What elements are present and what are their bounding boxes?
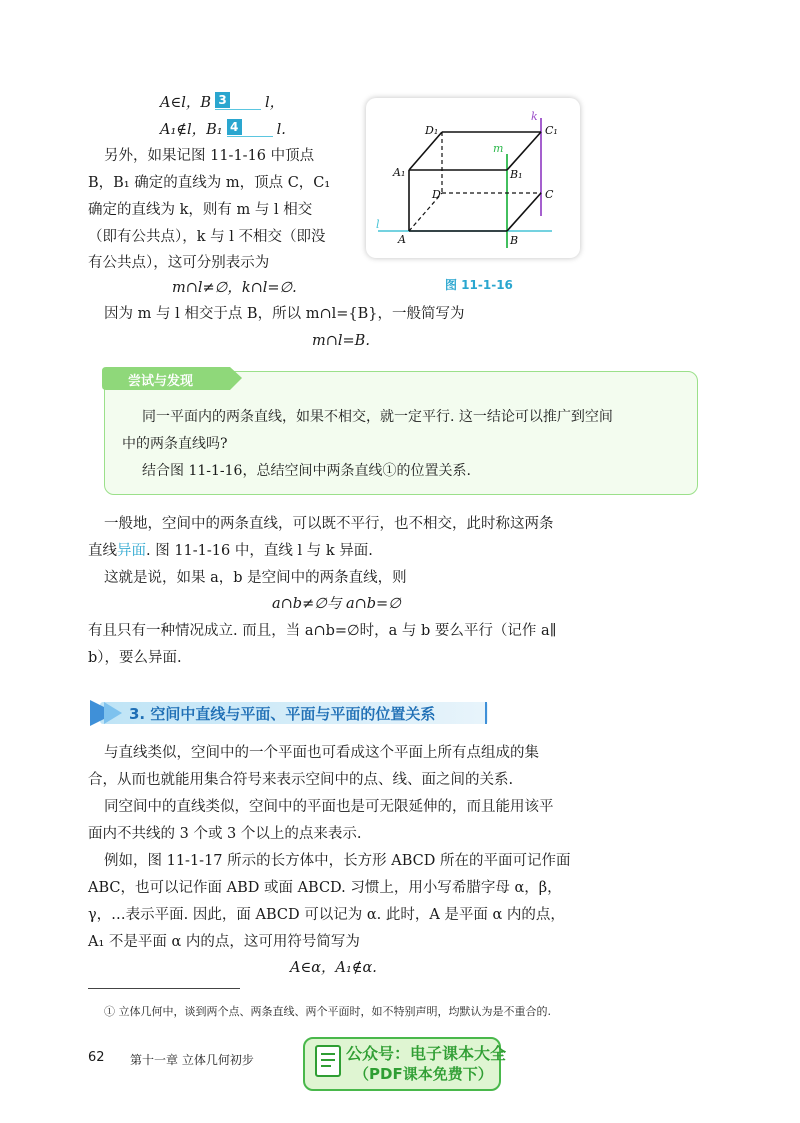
- label-D1: D₁: [425, 124, 439, 137]
- para1-line: 有公共点），这可分别表示为: [88, 255, 270, 271]
- try-line: 中的两条直线吗?: [122, 436, 228, 452]
- label-A: A: [398, 233, 406, 246]
- label-k: k: [531, 110, 538, 123]
- label-m: m: [493, 142, 504, 155]
- try-tab-label: 尝试与发现: [128, 374, 194, 389]
- edge-bc: [507, 193, 541, 231]
- para3-line: 有且只有一种情况成立. 而且，当 a∩b=∅时，a 与 b 要么平行（记作 a∥: [88, 623, 557, 639]
- stamp-line-2: （PDF课本免费下）: [354, 1065, 493, 1083]
- edge-a1d1: [409, 132, 442, 170]
- formula-a-cap-b: a∩b≠∅与 a∩b=∅: [272, 596, 401, 612]
- footnote: ① 立体几何中，谈到两个点、两条直线、两个平面时，如不特别声明，均默认为是不重合的.: [104, 1005, 551, 1018]
- cuboid-diagram: [366, 98, 580, 258]
- formula-intersections: m∩l≠∅，k∩l=∅.: [172, 280, 297, 296]
- stamp-line-1: 公众号：电子课本大全: [346, 1044, 507, 1063]
- para1-line: 另外，如果记图 11-1-16 中顶点: [104, 148, 315, 164]
- chapter-title: 第十一章 立体几何初步: [130, 1053, 254, 1067]
- label-A1: A₁: [393, 166, 406, 179]
- para3-text: . 图 11-1-16 中，直线 l 与 k 异面.: [146, 543, 373, 559]
- figure-caption: 图 11-1-16: [445, 278, 513, 292]
- set-membership-line-1: [160, 91, 284, 113]
- para4-line: 例如，图 11-1-17 所示的长方体中，长方形 ABCD 所在的平面可记作面: [104, 853, 571, 869]
- para4-line: A₁ 不是平面 α 内的点，这可用符号简写为: [88, 934, 360, 950]
- para3-text: 直线: [88, 543, 117, 559]
- para4-line: 与直线类似，空间中的一个平面也可看成这个平面上所有点组成的集: [104, 745, 539, 761]
- label-B1: B₁: [510, 168, 523, 181]
- text-l-end: l.: [276, 122, 286, 138]
- try-line: 结合图 11-1-16，总结空间中两条直线①的位置关系.: [142, 463, 471, 479]
- para4-line: 面内不共线的 3 个或 3 个以上的点来表示.: [88, 826, 362, 842]
- text-l: l，: [265, 95, 285, 111]
- para4-line: 合，从而也就能用集合符号来表示空间中的点、线、面之间的关系.: [88, 772, 514, 788]
- para1-line: 确定的直线为 k，则有 m 与 l 相交: [88, 202, 313, 218]
- formula-a-in-alpha: A∈α，A₁∉α.: [290, 960, 377, 976]
- blank-number: 4: [227, 119, 242, 135]
- label-l: l: [376, 218, 380, 231]
- label-B: B: [510, 234, 519, 247]
- text-a1-notin-l: A₁∉l，B₁: [160, 122, 223, 138]
- para4-line: ABC，也可以记作面 ABD 或面 ABCD. 习惯上，用小写希腊字母 α，β，: [88, 880, 562, 896]
- label-C1: C₁: [545, 124, 558, 137]
- label-D: D: [432, 188, 441, 201]
- formula-m-cap-l: m∩l=B.: [312, 333, 370, 349]
- para2-line: 因为 m 与 l 相交于点 B，所以 m∩l={B}，一般简写为: [104, 306, 465, 322]
- label-C: C: [545, 188, 554, 201]
- figure-11-1-16: [366, 98, 580, 258]
- book-icon: [313, 1043, 343, 1081]
- try-line: 同一平面内的两条直线，如果不相交，就一定平行. 这一结论可以推广到空间: [142, 409, 613, 425]
- para3-line: [88, 541, 373, 561]
- edge-b1c1: [507, 132, 541, 170]
- term-skew-lines: 异面: [117, 543, 146, 559]
- answer-blank-3[interactable]: [215, 91, 261, 110]
- para3-line: 这就是说，如果 a，b 是空间中的两条直线，则: [104, 570, 407, 586]
- para4-line: γ，…表示平面. 因此，面 ABCD 可以记为 α. 此时，A 是平面 α 内的点，: [88, 907, 565, 923]
- text-a-in-l: A∈l，B: [160, 95, 211, 111]
- para1-line: B，B₁ 确定的直线为 m，顶点 C，C₁: [88, 175, 331, 191]
- para3-line: b），要么异面.: [88, 650, 182, 666]
- para4-line: 同空间中的直线类似，空间中的平面也是可无限延伸的，而且能用该平: [104, 799, 554, 815]
- set-membership-line-2: [160, 118, 286, 140]
- para3-line: 一般地，空间中的两条直线，可以既不平行，也不相交，此时称这两条: [104, 516, 554, 532]
- para1-line: （即有公共点），k 与 l 不相交（即没: [88, 229, 326, 245]
- page-number: 62: [88, 1050, 105, 1065]
- answer-blank-4[interactable]: [227, 118, 273, 137]
- section-title: 3. 空间中直线与平面、平面与平面的位置关系: [129, 705, 436, 723]
- blank-number: 3: [215, 92, 230, 108]
- footnote-divider: [88, 988, 240, 989]
